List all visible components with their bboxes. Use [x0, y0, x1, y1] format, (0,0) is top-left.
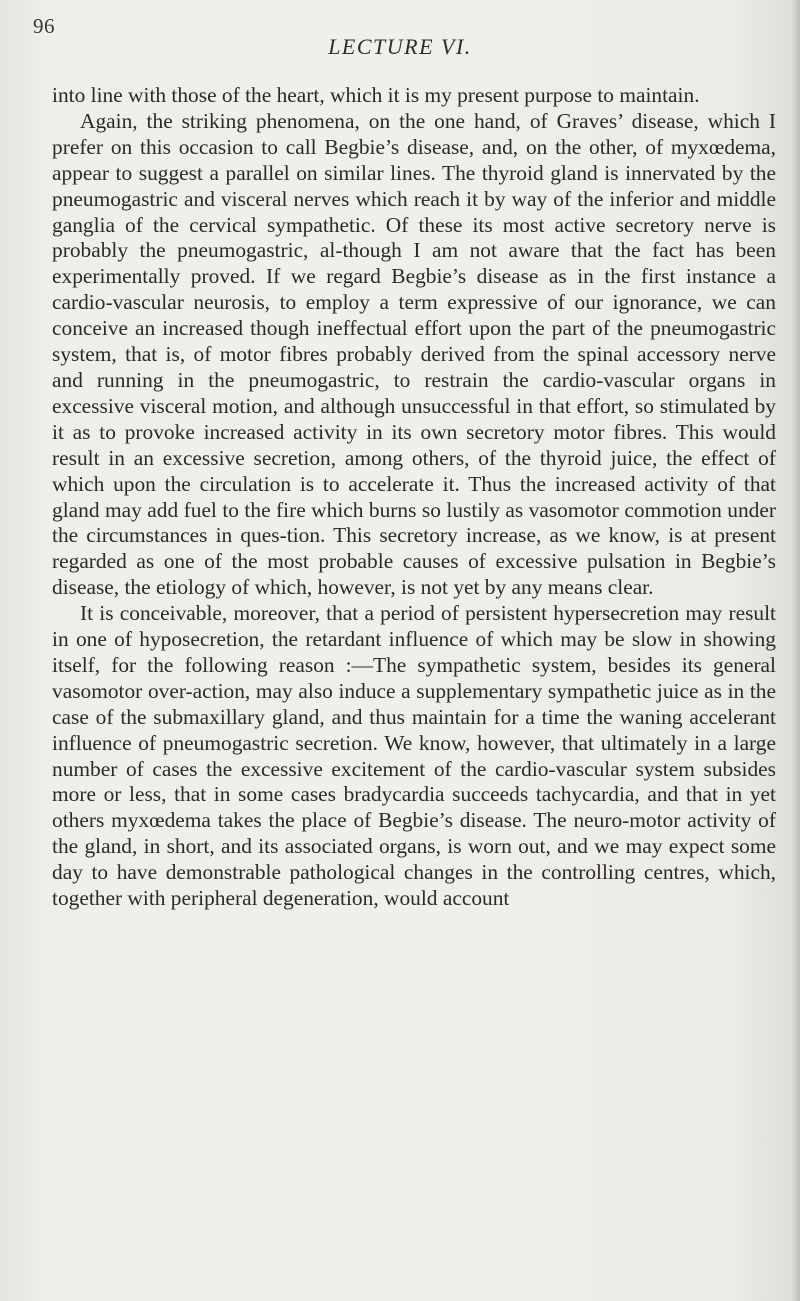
paragraph-continuation: into line with those of the heart, which it is my present purpose to maintain.	[52, 83, 700, 107]
body-text	[52, 83, 776, 912]
page-number: 96	[33, 14, 55, 38]
paragraph-hypersecretion: It is conceivable, moreover, that a period of persistent hypersecretion may result in one of hyposecretion, the retardant influence of which may be slow in showing itself, for the following reason :—The sympathetic system, besides its general vasomotor over-action, may also induce a supplementary sympathetic juice as in the case of the submaxillary gland, and thus maintain for a time the waning accelerant influence of pneumogastric secretion. We know, however, that ultimately in a large number of cases the excessive excitement of the cardio-vascular system subsides more or less, that in some cases bradycardia succeeds tachycardia, and that in yet others myxœdema takes the place of Begbie’s disease. The neuro-motor activity of the gland, in short, and its associated organs, is worn out, and we may expect some day to have demonstrable pathological changes in the controlling centres, which, together with peripheral degeneration, would account	[52, 601, 776, 911]
running-head: LECTURE VI.	[328, 34, 472, 59]
paragraph-graves-disease: Again, the striking phenomena, on the one hand, of Graves’ disease, which I prefer on this occasion to call Begbie’s disease, and, on the other, of myxœdema, appear to suggest a parallel on similar lines. The thyroid gland is innervated by the pneumogastric and visceral nerves which reach it by way of the inferior and middle ganglia of the cervical sympathetic. Of these its most active secretory nerve is probably the pneumogastric, al-though I am not aware that the fact has been experimentally proved. If we regard Begbie’s disease as in the first instance a cardio-vascular neurosis, to employ a term expressive of our ignorance, we can conceive an increased though ineffectual effort upon the part of the pneumogastric system, that is, of motor fibres probably derived from the spinal accessory nerve and running in the pneumogastric, to restrain the cardio-vascular organs in excessive visceral motion, and although unsuccessful in that effort, so stimulated by it as to provoke increased activity in its own secretory motor fibres. This would result in an excessive secretion, among others, of the thyroid juice, the effect of which upon the circulation is to accelerate it. Thus the increased activity of that gland may add fuel to the fire which burns so lustily as vasomotor commotion under the circumstances in ques-tion. This secretory increase, as we know, is at present regarded as one of the most probable causes of excessive pulsation in Begbie’s disease, the etiology of which, however, is not yet by any means clear.	[52, 108, 776, 600]
page-edge-shadow	[792, 0, 800, 1301]
